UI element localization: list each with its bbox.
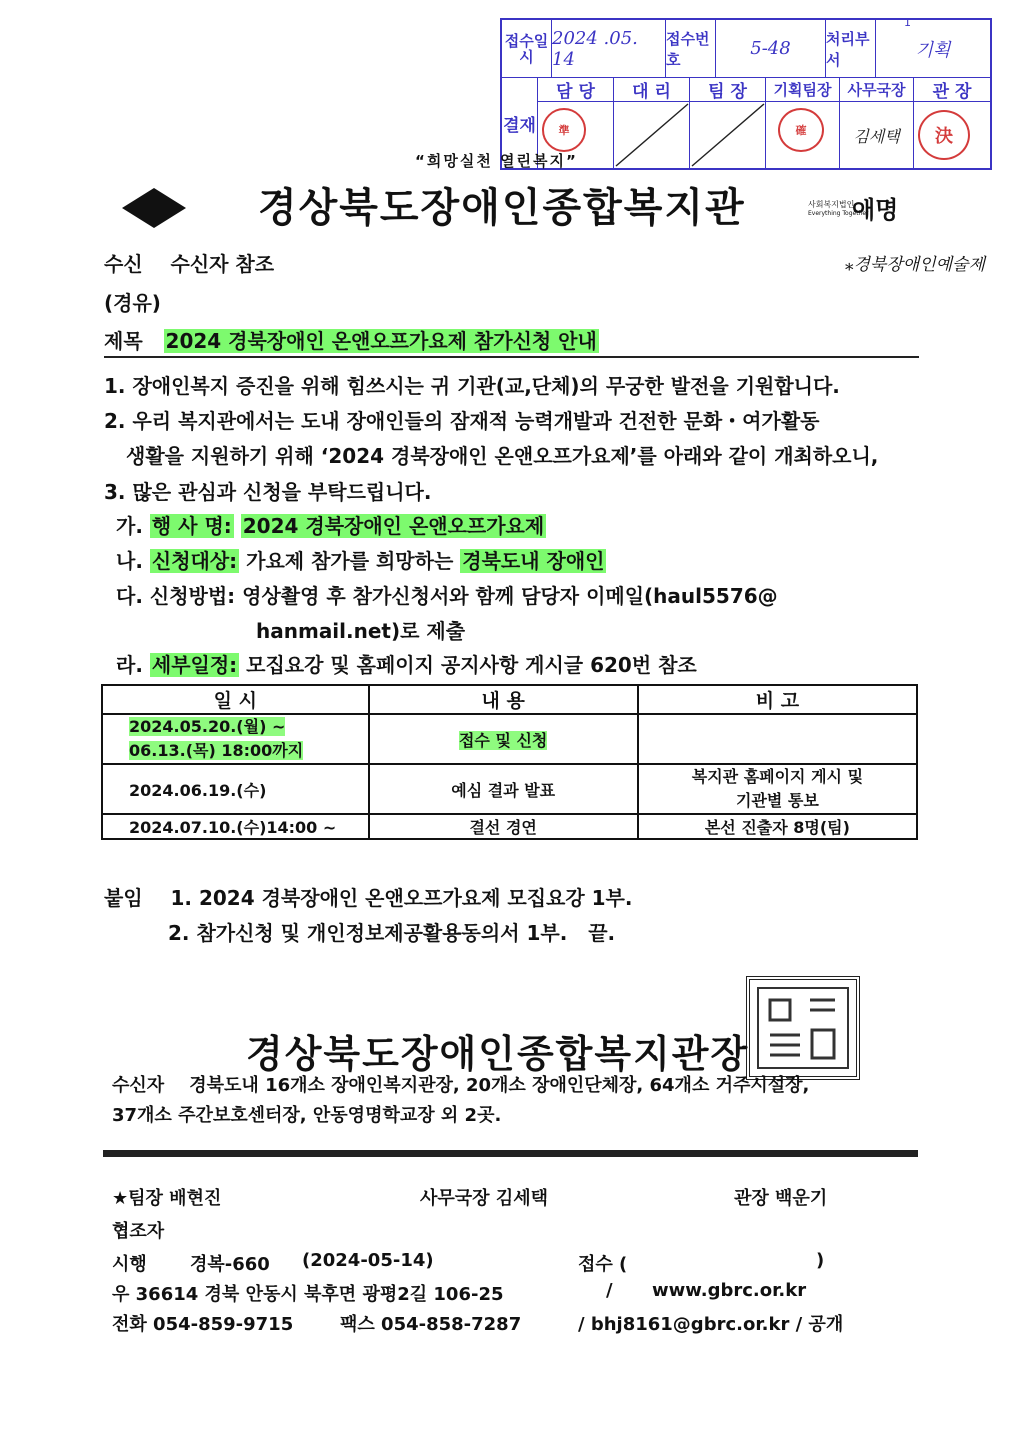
secretary: 사무국장 김세택: [420, 1188, 548, 1209]
content-cell: [369, 714, 638, 764]
attachment-line-1: [104, 882, 632, 911]
role-director: 관 장: [914, 78, 990, 102]
table-row: [102, 714, 917, 764]
receipt-no-label: 접수번호: [666, 20, 716, 78]
paragraph-3: 3. 많은 관심과 신청을 부탁드립니다.: [104, 480, 432, 504]
subject-value: 2024 경북장애인 온앤오프가요제 참가신청 안내: [165, 329, 597, 353]
fax: 팩스 054-858-7287: [340, 1314, 522, 1335]
recipients-value: 경북도내 16개소 장애인복지관장, 20개소 장애인단체장, 64개소 거주시설장,: [189, 1075, 810, 1096]
content-cell: 예심 결과 발표: [369, 764, 638, 814]
date-cell: [102, 764, 369, 814]
email[interactable]: / bhj8161@gbrc.or.kr / 공개: [578, 1314, 844, 1335]
receipt-label: 접수 (: [578, 1254, 628, 1275]
address: 우 36614 경북 안동시 북후면 광평2길 106-25: [112, 1284, 504, 1305]
item-value: 모집요강 및 홈페이지 공지사항 게시글 620번 참조: [246, 653, 697, 677]
page-mark: 1: [904, 16, 911, 29]
seal-pattern-icon: [750, 980, 856, 1076]
attachment-label: 붙임: [104, 886, 143, 910]
schedule-table: [101, 684, 918, 840]
cooperator: 협조자: [112, 1221, 165, 1242]
sign-cell-deputy: [614, 102, 690, 168]
issue-label: 시행: [112, 1254, 147, 1275]
issue-date: (2024-05-14): [302, 1250, 434, 1271]
role-deputy: 대 리: [614, 78, 690, 102]
item-eligibility: [116, 545, 606, 574]
table-row: [102, 764, 917, 814]
item-prefix: 가.: [116, 514, 143, 538]
col-header-content: 내 용: [369, 685, 638, 714]
item-value-highlight: 경북도내 장애인: [462, 549, 605, 573]
item-prefix: 나.: [116, 549, 143, 573]
sign-cell-team-lead: [690, 102, 766, 168]
note-line-2: 기관별 통보: [735, 791, 819, 810]
table-row: [102, 814, 917, 839]
footer-divider: [103, 1150, 918, 1157]
date-cell: 2024.07.10.(수)14:00 ~: [102, 814, 369, 839]
official-seal-square: [746, 976, 860, 1080]
paragraph-2b: 생활을 지원하기 위해 ‘2024 경북장애인 온앤오프가요제’를 아래와 같이 개최하오니,: [126, 444, 879, 468]
content-text: 접수 및 신청: [458, 730, 548, 750]
item-schedule: [116, 649, 697, 678]
paragraph-2a: 2. 우리 복지관에서는 도내 장애인들의 잠재적 능력개발과 건전한 문화・여가활동: [104, 409, 820, 433]
item-label: 신청방법:: [149, 584, 236, 608]
note-cell: 본선 진출자 8명(팀): [638, 814, 917, 839]
phone: 전화 054-859-9715: [112, 1314, 294, 1335]
org-head-signature: 경상북도장애인종합복지관장: [246, 1032, 750, 1076]
director: 관장 백운기: [734, 1188, 828, 1209]
note-cell: [638, 714, 917, 764]
item-method-cont: hanmail.net)로 제출: [256, 619, 466, 643]
recipient-label: 수신: [104, 252, 143, 276]
separator: /: [606, 1280, 613, 1301]
date-line-1: 2024.06.19.(수): [129, 780, 267, 800]
date-cell: [102, 714, 369, 764]
item-prefix: 라.: [116, 653, 143, 677]
content-cell: 결선 경연: [369, 814, 638, 839]
item-value: 영상촬영 후 참가신청서와 함께 담당자 이메일(haul5576@: [242, 584, 778, 608]
recipients-line-2: 37개소 주간보호센터장, 안동영명학교장 외 2곳.: [112, 1105, 502, 1126]
end-mark: 끝.: [588, 921, 616, 945]
staff-seal: 準: [542, 108, 586, 152]
director-seal: 決: [918, 110, 970, 160]
recipient-value: 수신자 참조: [170, 252, 275, 276]
note-line-1: 복지관 홈페이지 게시 및: [691, 767, 864, 786]
handwritten-note: ⁎경북장애인예술제: [845, 255, 985, 275]
signature: 김세택: [840, 102, 914, 168]
date-line-1: 2024.05.20.(월) ~: [129, 717, 286, 736]
brand-small: 사회복지법인: [808, 200, 855, 209]
item-prefix: 다.: [116, 584, 143, 608]
item-value: 2024 경북장애인 온앤오프가요제: [242, 514, 545, 538]
date-line-2: 06.13.(목) 18:00까지: [129, 741, 304, 760]
role-team-lead: 팀 장: [690, 78, 766, 102]
role-planning-lead: 기획팀장: [766, 78, 840, 102]
item-label: 행 사 명:: [151, 514, 232, 538]
item-label: 신청대상:: [151, 549, 238, 573]
slogan: “희망실천 열린복지”: [415, 152, 578, 170]
col-header-date: 일 시: [102, 685, 369, 714]
brand-logo: 애명: [852, 196, 899, 224]
dept-value: 기획: [876, 20, 990, 78]
recipients-line-1: [112, 1071, 809, 1097]
website-link[interactable]: www.gbrc.or.kr: [652, 1280, 807, 1301]
recipient-line: [104, 248, 274, 277]
paragraph-1: 1. 장애인복지 증진을 위해 힘쓰시는 귀 기관(교,단체)의 무궁한 발전을 기원합니다.: [104, 374, 840, 398]
role-secretary-general: 사무국장: [840, 78, 914, 102]
slash-mark: [614, 102, 689, 168]
item-label: 세부일정:: [151, 653, 238, 677]
note-cell: [638, 764, 917, 814]
divider: [104, 356, 919, 358]
attachment-line-2: [168, 917, 615, 946]
attachment-item: 2. 참가신청 및 개인정보제공활용동의서 1부.: [168, 921, 568, 945]
slash-mark: [690, 102, 765, 168]
receipt-close: ): [816, 1250, 825, 1271]
attachment-item: 1. 2024 경북장애인 온앤오프가요제 모집요강 1부.: [170, 886, 633, 910]
diamond-logo-icon: [122, 208, 186, 228]
role-staff: 담 당: [538, 78, 614, 102]
issue-no: 경복-660: [190, 1254, 270, 1275]
org-title: 경상북도장애인종합복지관: [258, 185, 746, 231]
item-method: [116, 580, 778, 609]
col-header-note: 비 고: [638, 685, 917, 714]
planning-lead-seal: 確: [778, 108, 824, 152]
receipt-no: 5-48: [716, 20, 826, 78]
item-value: 가요제 참가를 희망하는: [246, 549, 454, 573]
diamond-logo-icon: [122, 188, 186, 208]
recipients-label: 수신자: [112, 1075, 165, 1096]
receipt-date: 2024 .05. 14: [552, 20, 666, 78]
brand-tagline: Everything Together: [808, 210, 869, 217]
dept-label: 처리부서: [826, 20, 876, 78]
via-line: (경유): [104, 291, 161, 315]
subject-label: 제목: [104, 329, 143, 353]
receipt-date-label: 접수일시: [502, 20, 552, 78]
table-header-row: [102, 685, 917, 714]
subject-line: [104, 325, 599, 354]
approval-label: 결재: [502, 78, 538, 168]
item-event-name: [116, 510, 546, 539]
team-lead: ★팀장 배현진: [112, 1188, 222, 1209]
